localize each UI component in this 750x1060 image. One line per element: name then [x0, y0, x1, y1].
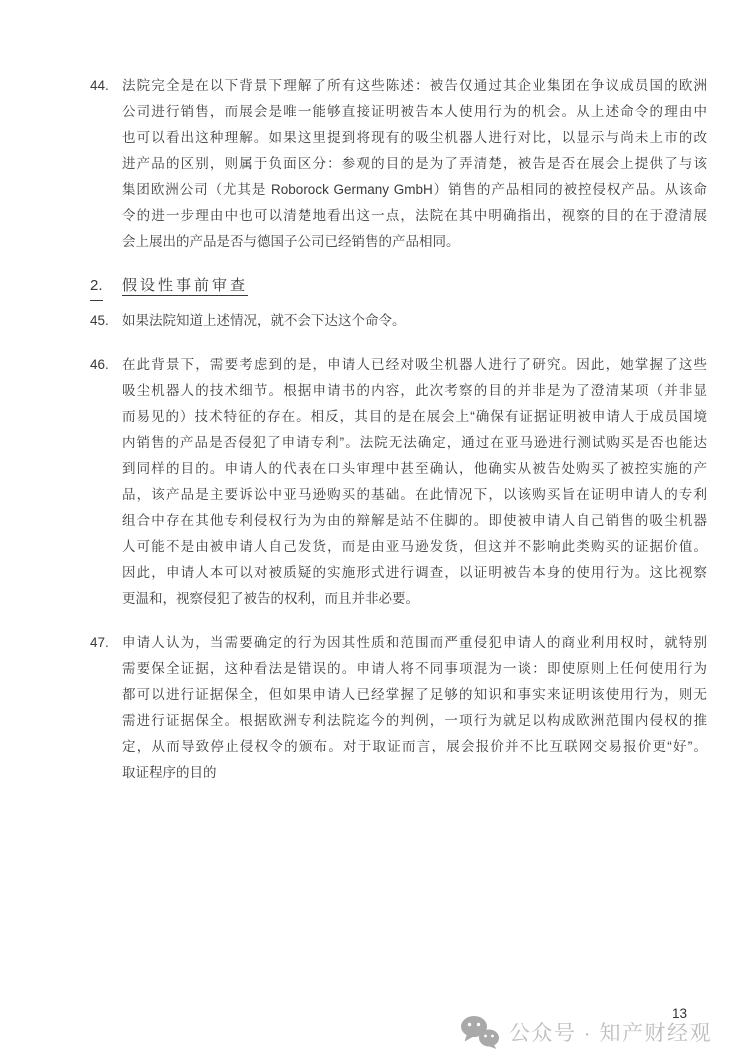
paragraph-line: 取证程序的目的 [122, 765, 217, 780]
paragraph-line: 集团欧洲公司（尤其是 Roborock Germany GmbH）销售的产品相同的被控侵权产品。从该命 [122, 182, 707, 197]
paragraph-line: 需进行证据保全。根据欧洲专利法院迄今的判例，一项行为就足以构成欧洲范围内侵权的推 [122, 713, 707, 728]
paragraph-line: 会上展出的产品是否与德国子公司已经销售的产品相同。 [122, 234, 460, 249]
paragraph-line: 法院完全是在以下背景下理解了所有这些陈述：被告仅通过其企业集团在争议成员国的欧洲 [122, 78, 707, 93]
paragraph-line: 到同样的目的。申请人的代表在口头审理中甚至确认，他确实从被告处购买了被控实施的产 [122, 461, 707, 476]
paragraph-line: 如果法院知道上述情况，就不会下达这个命令。 [122, 313, 406, 328]
paragraph-line: 吸尘机器人的技术细节。根据申请书的内容，此次考察的目的并非是为了澄清某项（并非显 [122, 383, 707, 398]
paragraph-line: 因此，申请人本可以对被质疑的实施形式进行调查，以证明被告本身的使用行为。这比视察 [122, 565, 707, 580]
document-content [90, 0, 707, 804]
paragraph-line: 公司进行销售，而展会是唯一能够直接证明被告本人使用行为的机会。从上述命令的理由中 [122, 104, 707, 119]
paragraph-line: 令的进一步理由中也可以清楚地看出这一点，法院在其中明确指出，视察的目的在于澄清展 [122, 208, 707, 223]
heading-number: 2. [90, 273, 103, 301]
paragraph-line: 品，该产品是主要诉讼中亚马逊购买的基础。在此情况下，以该购买旨在证明申请人的专利 [122, 487, 707, 502]
paragraph-line: 需要保全证据，这种看法是错误的。申请人将不同事项混为一谈：即使原则上任何使用行为 [122, 661, 707, 676]
paragraph-body [122, 352, 707, 612]
section-heading [90, 273, 707, 299]
paragraph-body [122, 630, 707, 786]
paragraph-body [122, 73, 707, 255]
paragraph [90, 73, 707, 255]
paragraph-line: 都可以进行证据保全，但如果申请人已经掌握了足够的知识和事实来证明该使用行为，则无 [122, 687, 707, 702]
paragraph-line: 而易见的）技术特征的存在。相反，其目的是在展会上“确保有证据证明被申请人于成员国境 [122, 409, 707, 424]
paragraph [90, 308, 707, 334]
page-number: 13 [672, 1006, 688, 1021]
paragraph-line: 也可以看出这种理解。如果这里提到将现有的吸尘机器人进行对比，以显示与尚未上市的改 [122, 130, 707, 145]
paragraph-line: 进产品的区别，则属于负面区分：参观的目的是为了弄清楚，被告是否在展会上提供了与该 [122, 156, 707, 171]
paragraph-number: 44. [90, 78, 109, 93]
paragraph-line: 人可能不是由被申请人自己发货，而是由亚马逊发货，但这并不影响此类购买的证据价值。 [122, 539, 707, 554]
watermark-text: 公众号 · 知产财经观 [508, 1022, 712, 1045]
heading-title: 假设性事前审查 [122, 277, 249, 294]
paragraph [90, 630, 707, 786]
paragraph [90, 352, 707, 612]
paragraph-line: 在此背景下，需要考虑到的是，申请人已经对吸尘机器人进行了研究。因此，她掌握了这些 [122, 357, 707, 372]
wechat-icon [460, 1015, 500, 1049]
paragraph-line: 定，从而导致停止侵权令的颁布。对于取证而言，展会报价并不比互联网交易报价更“好”。 [122, 739, 707, 754]
paragraph-line: 组合中存在其他专利侵权行为为由的辩解是站不住脚的。即使被申请人自己销售的吸尘机器 [122, 513, 707, 528]
paragraph-line: 申请人认为，当需要确定的行为因其性质和范围而严重侵犯申请人的商业利用权时，就特别 [122, 635, 707, 650]
paragraph-number: 47. [90, 635, 109, 650]
paragraph-line: 内销售的产品是否侵犯了申请专利”。法院无法确定，通过在亚马逊进行测试购买是否也能达 [122, 435, 707, 450]
paragraph-body [122, 308, 707, 334]
paragraph-line: 更温和，视察侵犯了被告的权利，而且并非必要。 [122, 591, 419, 606]
paragraph-number: 46. [90, 357, 109, 372]
paragraph-number: 45. [90, 313, 109, 328]
